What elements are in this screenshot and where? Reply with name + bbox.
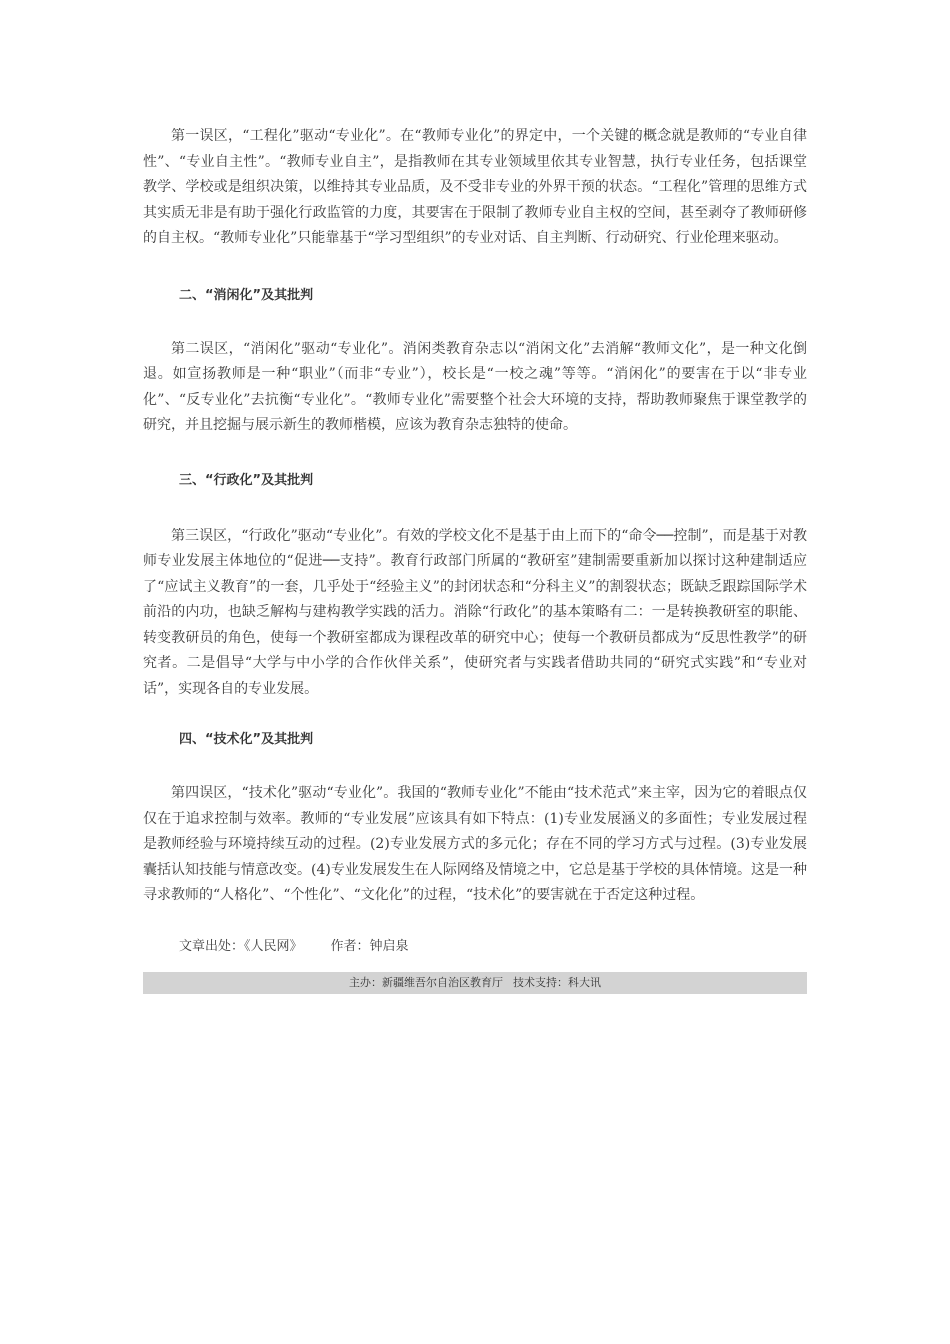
article-paragraph-2: 第二误区，“消闲化”驱动“专业化”。消闲类教育杂志以“消闲文化”去消解“教师文化”，是一种文化倒退。如宣扬教师是一种“职业”（而非“专业”），校长是“一校之魂”等等。“消闲化”的要害在于以“非专业化”、“反专业化”去抗衡“专业化”。“教师专业化”需要整个社会大环境的支持，帮助教师聚焦于课堂教学的研究，并且挖掘与展示新生的教师楷模，应该为教育杂志独特的使命。	[143, 340, 807, 433]
article-author: 作者：钟启泉	[330, 938, 409, 954]
article-paragraph-1: 第一误区，“工程化”驱动“专业化”。在“教师专业化”的界定中，一个关键的概念就是教师的“专业自律性”、“专业自主性”。“教师专业自主”，是指教师在其专业领域里依其专业智慧，执行专业任务，包括课堂教学、学校或是组织决策，以维持其专业品质，及不受非专业的外界干预的状态。“工程化”管理的思维方式其实质无非是有助于强化行政监管的力度，其要害在于限制了教师专业自主权的空间，甚至剥夺了教师研修的自主权。“教师专业化”只能靠基于“学习型组织”的专业对话、自主判断、行动研究、行业伦理来驱动。	[143, 128, 807, 246]
section-heading-3: 三、“行政化”及其批判	[179, 472, 314, 488]
section-heading-2: 二、“消闲化”及其批判	[179, 287, 314, 303]
article-source-line	[143, 937, 807, 957]
footer-tech-support: 技术支持：科大讯	[513, 976, 601, 989]
site-footer-bar	[143, 972, 807, 994]
article-paragraph-3: 第三误区，“行政化”驱动“专业化”。有效的学校文化不是基于由上而下的“命令──控制”，而是基于对教师专业发展主体地位的“促进──支持”。教育行政部门所属的“教研室”建制需要重新加以探讨这种建制适应了“应试主义教育”的一套，几乎处于“经验主义”的封闭状态和“分科主义”的割裂状态；既缺乏跟踪国际学术前沿的内功，也缺乏解构与建构教学实践的活力。消除“行政化”的基本策略有二：一是转换教研室的职能、转变教研员的角色，使每一个教研室都成为课程改革的研究中心；使每一个教研员都成为“反思性教学”的研究者。二是倡导“大学与中小学的合作伙伴关系”，使研究者与实践者借助共同的“研究式实践”和“专业对话”，实现各自的专业发展。	[143, 527, 807, 697]
article-body	[143, 124, 807, 957]
section-heading-4: 四、“技术化”及其批判	[179, 732, 314, 747]
footer-sponsor: 主办：新疆维吾尔自治区教育厅	[349, 976, 503, 989]
article-origin: 文章出处：《人民网》	[179, 938, 303, 954]
article-paragraph-4: 第四误区，“技术化”驱动“专业化”。我国的“教师专业化”不能由“技术范式”来主宰，因为它的着眼点仅仅在于追求控制与效率。教师的“专业发展”应该具有如下特点：(1)专业发展涵义的多面性；专业发展过程是教师经验与环境持续互动的过程。(2)专业发展方式的多元化；存在不同的学习方式与过程。(3)专业发展囊括认知技能与情意改变。(4)专业发展发生在人际网络及情境之中，它总是基于学校的具体情境。这是一种寻求教师的“人格化”、“个性化”、“文化化”的过程，“技术化”的要害就在于否定这种过程。	[143, 785, 807, 903]
